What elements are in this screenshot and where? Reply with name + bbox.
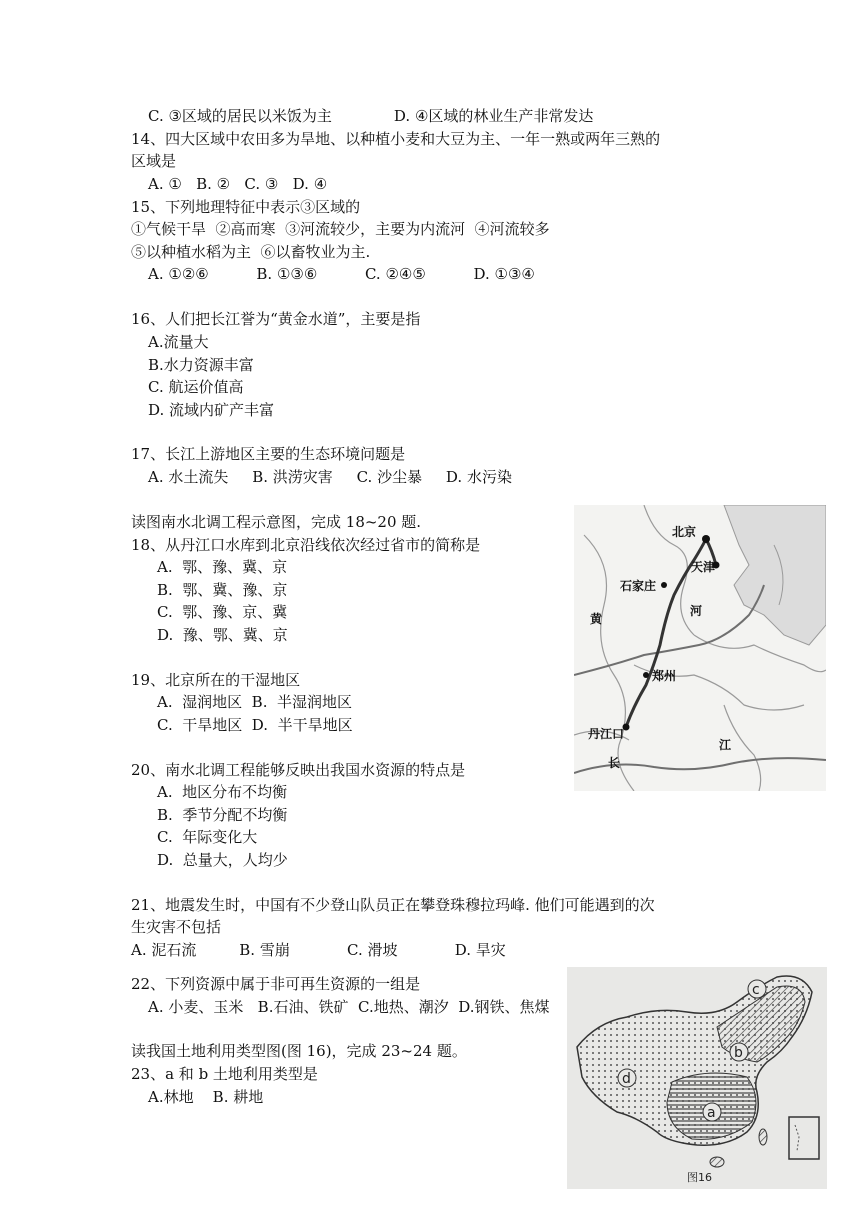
q22-options: A. 小麦、玉米 B.石油、铁矿 C.地热、潮汐 D.钢铁、焦煤: [148, 998, 550, 1016]
figure-16-caption: 图16: [687, 1171, 712, 1184]
map-label-zhengzhou: 郑州: [652, 669, 677, 683]
q16-option-c: C. 航运价值高: [148, 378, 244, 396]
q16-option-a: A.流量大: [148, 333, 209, 351]
beijing-marker: [702, 535, 710, 543]
q19-options-cd: C. 干旱地区 D. 半干旱地区: [157, 716, 353, 734]
map-label-chang: 长: [608, 756, 621, 770]
map-label-danjiangkou: 丹江口: [588, 727, 625, 741]
q18-option-b: B. 鄂、冀、豫、京: [157, 581, 288, 599]
q18-option-a: A. 鄂、豫、冀、京: [157, 558, 288, 576]
q16-option-d: D. 流域内矿产丰富: [148, 401, 275, 419]
q21-stem-cont: 生灾害不包括: [131, 918, 222, 936]
map-label-huang: 黄: [590, 612, 603, 626]
map-label-tianjin: 天津: [691, 560, 716, 574]
land-use-label-a: a: [707, 1105, 716, 1121]
q17-stem: 17、长江上游地区主要的生态环境问题是: [131, 445, 406, 463]
land-use-map-svg: [567, 967, 827, 1189]
q23-options: A.林地 B. 耕地: [148, 1088, 264, 1106]
q17-options: A. 水土流失 B. 洪涝灾害 C. 沙尘暴 D. 水污染: [148, 468, 512, 486]
q20-option-a: A. 地区分布不均衡: [157, 783, 288, 801]
q16-stem: 16、人们把长江誉为“黄金水道”，主要是指: [131, 310, 421, 328]
q15-options: A. ①②⑥ B. ①③⑥ C. ②④⑤ D. ①③④: [148, 265, 535, 283]
q19-options-ab: A. 湿润地区 B. 半湿润地区: [157, 693, 353, 711]
q18-option-d: D. 豫、鄂、冀、京: [157, 626, 288, 644]
q18-stem: 18、从丹江口水库到北京沿线依次经过省市的简称是: [131, 536, 481, 554]
q14-stem-cont: 区域是: [131, 152, 177, 170]
q21-stem: 21、地震发生时，中国有不少登山队员正在攀登珠穆拉玛峰. 他们可能遇到的次: [131, 896, 655, 914]
q21-options: A. 泥石流 B. 雪崩 C. 滑坡 D. 旱灾: [131, 941, 506, 959]
zhengzhou-marker: [643, 672, 649, 678]
water-diversion-map-svg: [574, 505, 826, 791]
map-label-beijing: 北京: [672, 525, 697, 539]
q14-stem: 14、四大区域中农田多为旱地、以种植小麦和大豆为主、一年一熟或两年三熟的: [131, 130, 661, 148]
land-use-label-b: b: [734, 1045, 743, 1061]
q23-24-intro: 读我国土地利用类型图(图 16)，完成 23~24 题。: [131, 1042, 467, 1060]
q20-option-c: C. 年际变化大: [157, 828, 258, 846]
q14-options: A. ① B. ② C. ③ D. ④: [148, 175, 328, 193]
map-label-jiang: 江: [719, 738, 732, 752]
q15-stem: 15、下列地理特征中表示③区域的: [131, 198, 361, 216]
map-label-shijiazhuang: 石家庄: [620, 579, 657, 593]
q16-option-b: B.水力资源丰富: [148, 356, 254, 374]
shijiazhuang-marker: [661, 582, 667, 588]
land-use-label-c: c: [752, 982, 760, 998]
q18-20-intro: 读图南水北调工程示意图，完成 18~20 题.: [131, 513, 422, 531]
q20-option-d: D. 总量大，人均少: [157, 851, 288, 869]
q22-stem: 22、下列资源中属于非可再生资源的一组是: [131, 975, 421, 993]
south-china-sea-inset: [789, 1117, 819, 1159]
q18-option-c: C. 鄂、豫、京、冀: [157, 603, 288, 621]
q15-features-1: ①气候干旱 ②高而寒 ③河流较少，主要为内流河 ④河流较多: [131, 220, 550, 238]
q23-stem: 23、a 和 b 土地利用类型是: [131, 1065, 318, 1083]
q20-option-b: B. 季节分配不均衡: [157, 806, 288, 824]
q13-option-cd: C. ③区域的居民以米饭为主 D. ④区域的林业生产非常发达: [148, 107, 594, 125]
q20-stem: 20、南水北调工程能够反映出我国水资源的特点是: [131, 761, 466, 779]
map-label-he: 河: [690, 604, 703, 618]
land-use-map: [567, 967, 827, 1189]
water-diversion-map: [574, 505, 826, 791]
q15-features-2: ⑤以种植水稻为主 ⑥以畜牧业为主.: [131, 243, 371, 261]
q19-stem: 19、北京所在的干湿地区: [131, 671, 301, 689]
land-use-label-d: d: [622, 1071, 631, 1087]
